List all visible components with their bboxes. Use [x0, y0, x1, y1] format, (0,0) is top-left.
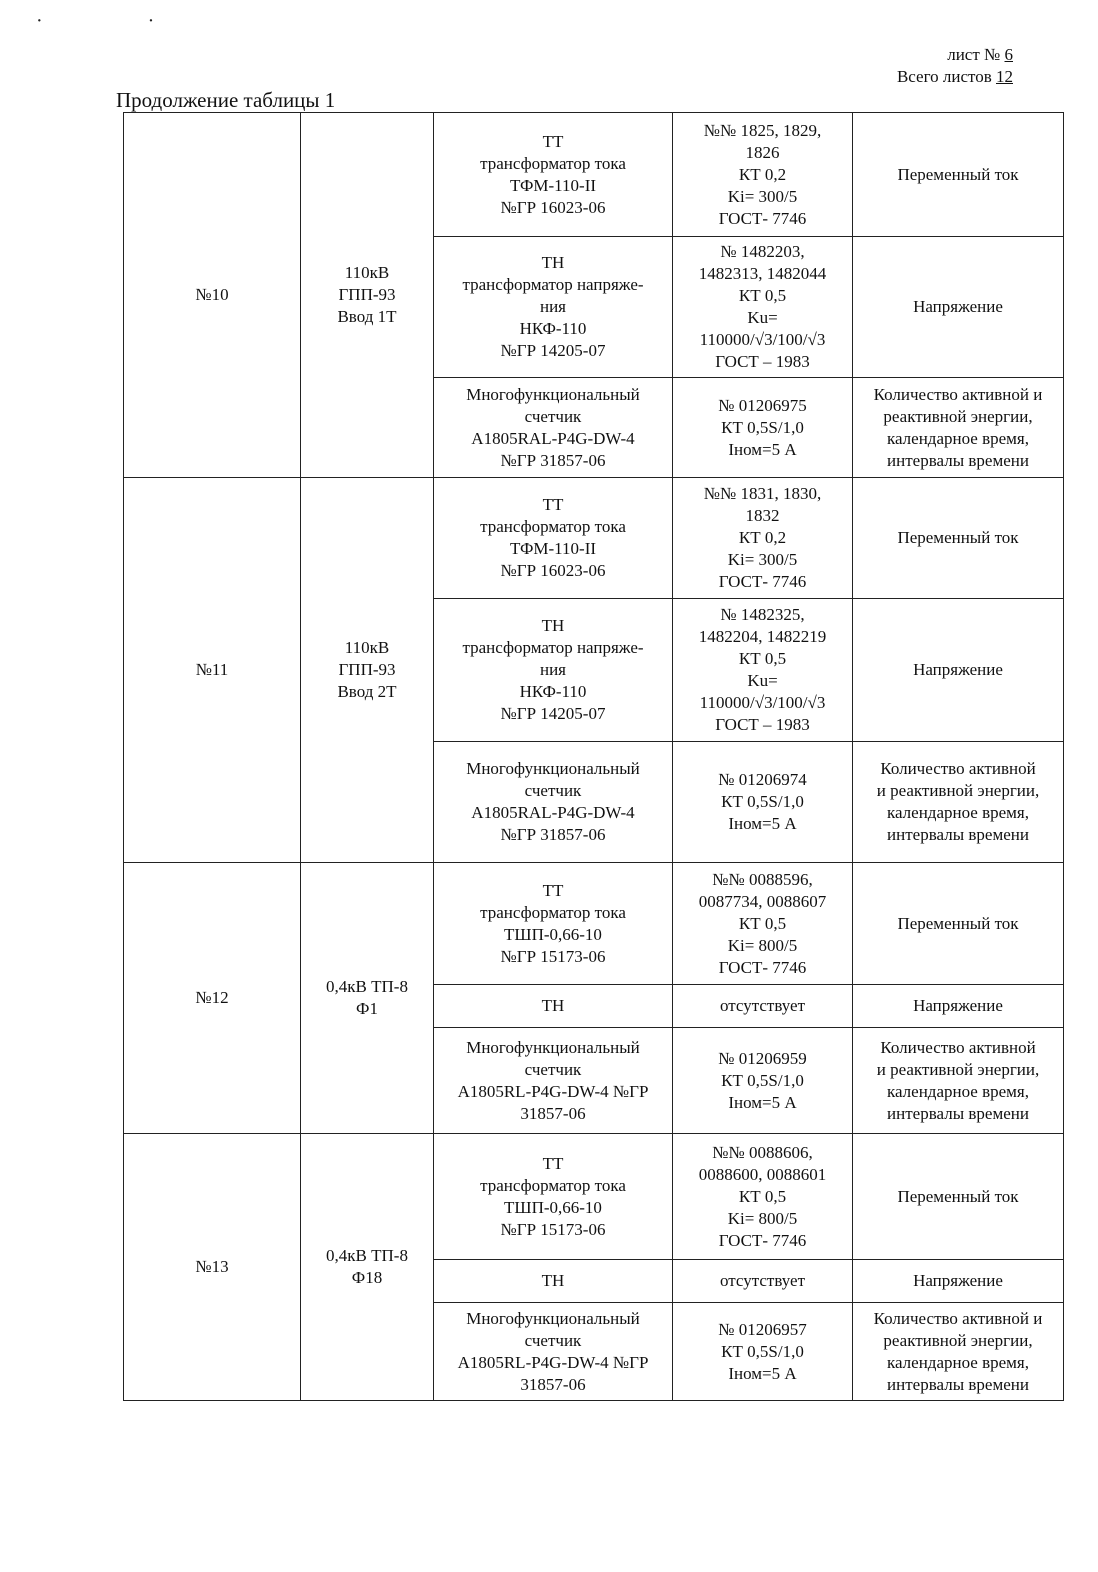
- metering-point: 0,4кВ ТП-8 Ф1: [301, 863, 434, 1134]
- device-cell: ТТ трансформатор тока ТФМ-110-II №ГР 16023-06: [434, 478, 673, 599]
- row-number: №12: [124, 863, 301, 1134]
- device-cell: ТН трансформатор напряже- ния НКФ-110 №ГР 14205-07: [434, 599, 673, 742]
- measure-cell: Напряжение: [853, 599, 1064, 742]
- row-number: №10: [124, 113, 301, 478]
- device-cell: Многофункциональный счетчик A1805RAL-P4G-DW-4 №ГР 31857-06: [434, 378, 673, 478]
- total-sheets-number: 12: [996, 67, 1013, 86]
- spec-cell: №№ 0088596, 0087734, 0088607 КТ 0,5 Ki= 800/5 ГОСТ- 7746: [673, 863, 853, 985]
- row-number: №11: [124, 478, 301, 863]
- measure-cell: Напряжение: [853, 985, 1064, 1028]
- measure-cell: Переменный ток: [853, 113, 1064, 237]
- measure-cell: Переменный ток: [853, 1134, 1064, 1260]
- row-number: №13: [124, 1134, 301, 1401]
- metering-point: 0,4кВ ТП-8 Ф18: [301, 1134, 434, 1401]
- metering-point: 110кВ ГПП-93 Ввод 1Т: [301, 113, 434, 478]
- device-cell: ТН трансформатор напряже- ния НКФ-110 №ГР 14205-07: [434, 237, 673, 378]
- table-row: [124, 863, 1064, 985]
- device-cell: Многофункциональный счетчик A1805RL-P4G-DW-4 №ГР 31857-06: [434, 1303, 673, 1401]
- device-cell: Многофункциональный счетчик A1805RAL-P4G-DW-4 №ГР 31857-06: [434, 742, 673, 863]
- metering-point: 110кВ ГПП-93 Ввод 2Т: [301, 478, 434, 863]
- spec-cell: отсутствует: [673, 985, 853, 1028]
- scan-dots: · ·: [36, 10, 205, 32]
- total-sheets-line: [897, 66, 1013, 88]
- table-row: [124, 113, 1064, 237]
- measure-cell: Напряжение: [853, 237, 1064, 378]
- device-cell: ТТ трансформатор тока ТШП-0,66-10 №ГР 15173-06: [434, 1134, 673, 1260]
- spec-cell: №№ 0088606, 0088600, 0088601 КТ 0,5 Ki= 800/5 ГОСТ- 7746: [673, 1134, 853, 1260]
- spec-cell: № 01206957 КТ 0,5S/1,0 Iном=5 А: [673, 1303, 853, 1401]
- table-caption: Продолжение таблицы 1: [116, 88, 336, 112]
- total-sheets-label: Всего листов: [896, 67, 992, 86]
- measure-cell: Количество активной и реактивной энергии, календарное время, интервалы времени: [853, 1028, 1064, 1134]
- table-row: [124, 1134, 1064, 1260]
- measure-cell: Количество активной и реактивной энергии, календарное время, интервалы времени: [853, 1303, 1064, 1401]
- spec-cell: № 01206974 КТ 0,5S/1,0 Iном=5 А: [673, 742, 853, 863]
- spec-cell: №№ 1831, 1830, 1832 КТ 0,2 Ki= 300/5 ГОСТ- 7746: [673, 478, 853, 599]
- spec-cell: № 01206975 КТ 0,5S/1,0 Iном=5 А: [673, 378, 853, 478]
- table-row: [124, 478, 1064, 599]
- device-cell: ТТ трансформатор тока ТШП-0,66-10 №ГР 15173-06: [434, 863, 673, 985]
- sheet-info: [897, 44, 1013, 88]
- measure-cell: Количество активной и реактивной энергии, календарное время, интервалы времени: [853, 378, 1064, 478]
- spec-cell: № 1482203, 1482313, 1482044 КТ 0,5 Ku= 110000/√3/100/√3 ГОСТ – 1983: [673, 237, 853, 378]
- measure-cell: Количество активной и реактивной энергии, календарное время, интервалы времени: [853, 742, 1064, 863]
- device-cell: ТТ трансформатор тока ТФМ-110-II №ГР 16023-06: [434, 113, 673, 237]
- sheet-number-line: [897, 44, 1013, 66]
- measure-cell: Напряжение: [853, 1260, 1064, 1303]
- spec-cell: № 1482325, 1482204, 1482219 КТ 0,5 Ku= 110000/√3/100/√3 ГОСТ – 1983: [673, 599, 853, 742]
- spec-cell: отсутствует: [673, 1260, 853, 1303]
- device-cell: Многофункциональный счетчик A1805RL-P4G-DW-4 №ГР 31857-06: [434, 1028, 673, 1134]
- measure-cell: Переменный ток: [853, 863, 1064, 985]
- sheet-number: 6: [1004, 45, 1013, 64]
- device-cell: ТН: [434, 985, 673, 1028]
- device-cell: ТН: [434, 1260, 673, 1303]
- sheet-label: лист №: [947, 45, 1001, 64]
- spec-cell: № 01206959 КТ 0,5S/1,0 Iном=5 А: [673, 1028, 853, 1134]
- metering-table: [123, 112, 1064, 1401]
- measure-cell: Переменный ток: [853, 478, 1064, 599]
- spec-cell: №№ 1825, 1829, 1826 КТ 0,2 Ki= 300/5 ГОСТ- 7746: [673, 113, 853, 237]
